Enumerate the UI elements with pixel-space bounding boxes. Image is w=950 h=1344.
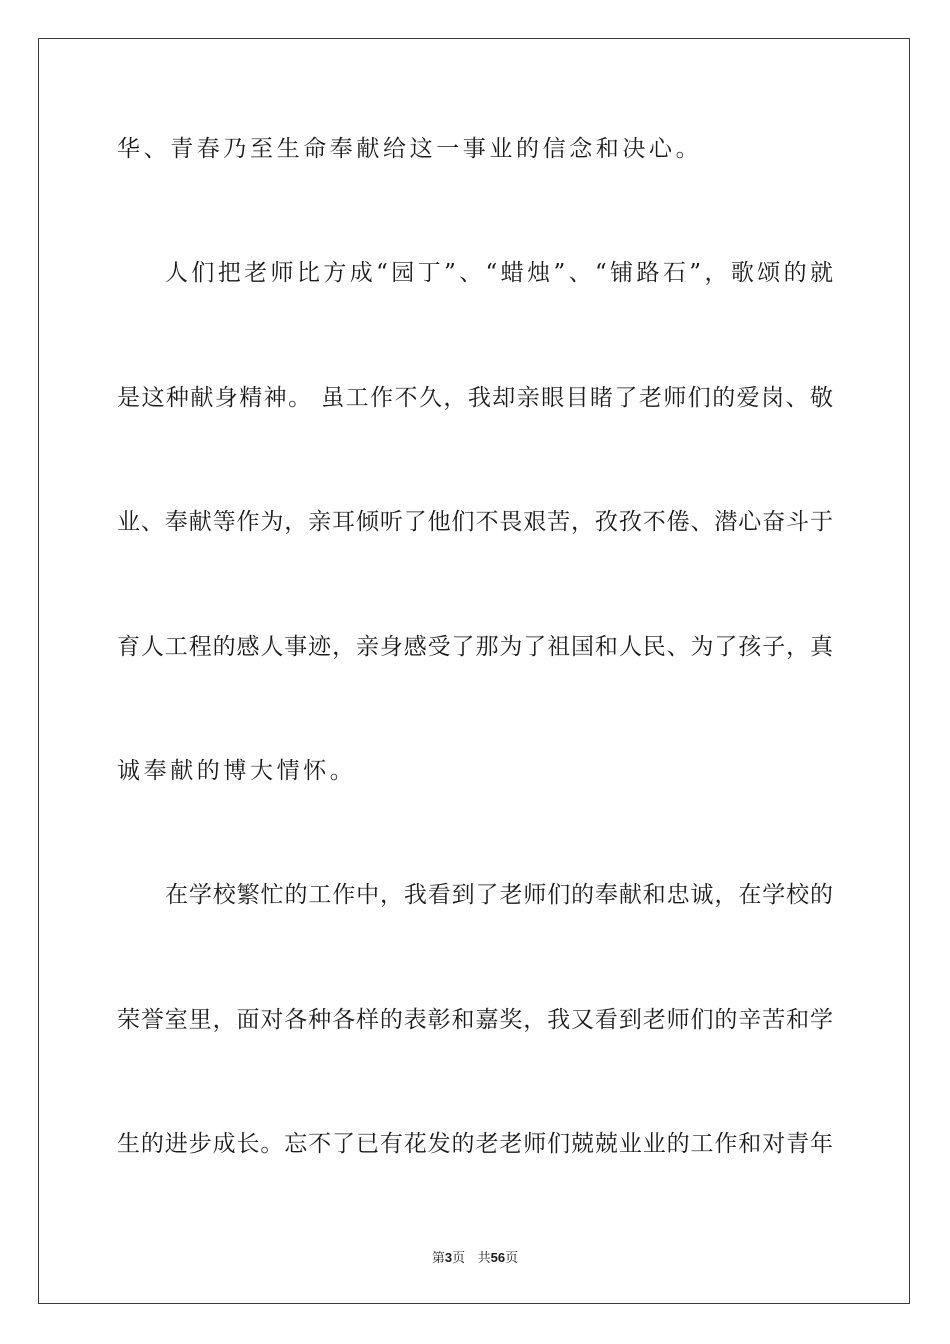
total-prefix: 共 (477, 1251, 491, 1266)
text-line-2: 人们把老师比方成“园丁”、“蜡烛”、“铺路石”，歌颂的就 (165, 260, 833, 286)
total-pages: 56 (490, 1250, 506, 1265)
page-number: 3 (444, 1250, 453, 1265)
text-line-8: 荣誉室里，面对各种各样的表彰和嘉奖，我又看到老师们的辛苦和学 (117, 1007, 833, 1033)
page-border (38, 38, 910, 1304)
text-line-3: 是这种献身精神。 虽工作不久，我却亲眼目睹了老师们的爱岗、敬 (117, 385, 833, 411)
text-line-1: 华、青春乃至生命奉献给这一事业的信念和决心。 (117, 136, 703, 162)
text-line-6: 诚奉献的博大情怀。 (117, 758, 357, 784)
total-suffix: 页 (505, 1251, 519, 1266)
text-line-4: 业、奉献等作为，亲耳倾听了他们不畏艰苦，孜孜不倦、潜心奋斗于 (117, 509, 833, 535)
page-prefix: 第 (431, 1251, 445, 1266)
text-line-9: 生的进步成长。忘不了已有花发的老老师们兢兢业业的工作和对青年 (117, 1131, 833, 1157)
page-footer (0, 1247, 950, 1266)
text-line-5: 育人工程的感人事迹，亲身感受了那为了祖国和人民、为了孩子，真 (117, 634, 833, 660)
page-suffix: 页 (452, 1251, 466, 1266)
text-line-7: 在学校繁忙的工作中，我看到了老师们的奉献和忠诚，在学校的 (165, 882, 833, 908)
